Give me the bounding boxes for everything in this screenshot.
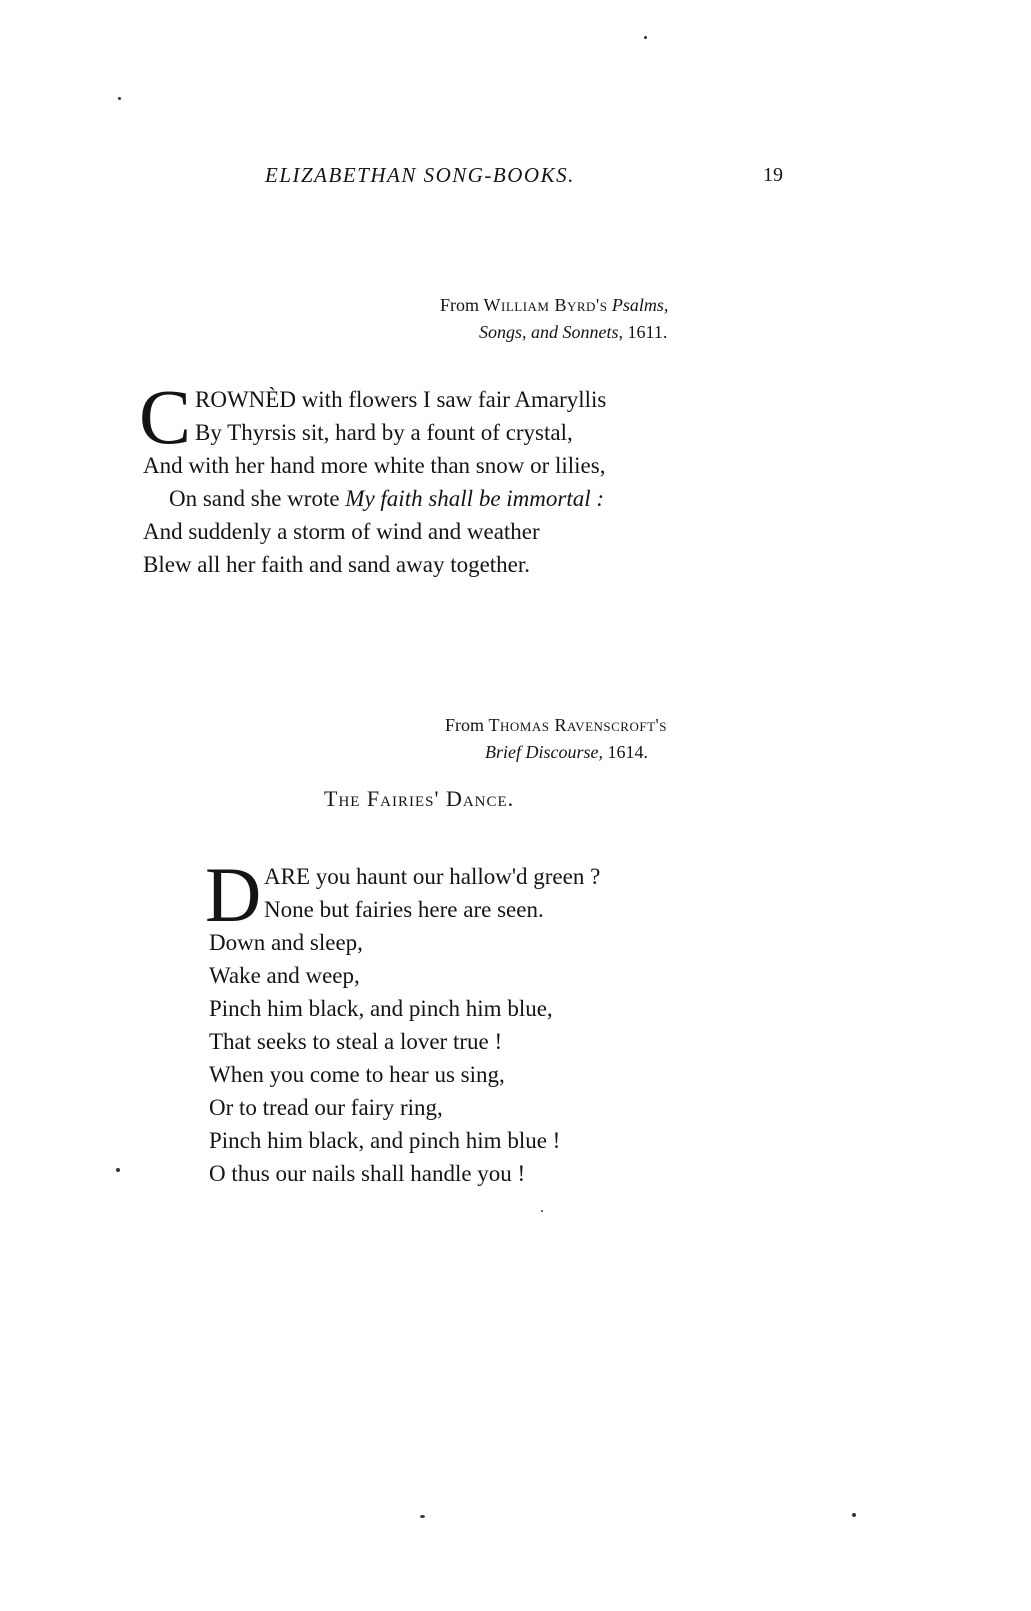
song1-attribution-line2 bbox=[440, 319, 668, 346]
song2-title: The Fairies' Dance. bbox=[324, 786, 515, 811]
song1-year: 1611. bbox=[627, 322, 668, 342]
song1-line: And suddenly a storm of wind and weather bbox=[143, 519, 540, 544]
song2-line: When you come to hear us sing, bbox=[209, 1062, 505, 1087]
page-number: 19 bbox=[763, 164, 783, 186]
song1-line: ROWNÈD with flowers I saw fair Amaryllis bbox=[195, 387, 607, 412]
song2-year: 1614. bbox=[607, 742, 648, 762]
song1-attribution-line1: From William Byrd's Psalms, bbox=[440, 295, 669, 315]
scan-speck bbox=[852, 1513, 856, 1517]
running-title: ELIZABETHAN SONG-BOOKS. bbox=[265, 163, 575, 187]
song2-attribution-line2 bbox=[445, 739, 667, 766]
song1-italic-phrase: My faith shall be immortal : bbox=[345, 486, 605, 511]
scan-speck bbox=[541, 1210, 543, 1212]
song2-attribution bbox=[445, 712, 667, 766]
song1-work-line1: Psalms, bbox=[611, 295, 669, 315]
song1-line: And with her hand more white than snow or lilies, bbox=[143, 453, 606, 478]
song2-drop-cap: D bbox=[205, 851, 262, 938]
song1-work-line2: Songs, and Sonnets, bbox=[479, 322, 623, 342]
scan-speck bbox=[644, 36, 647, 39]
song2-line: None but fairies here are seen. bbox=[264, 897, 544, 922]
song1-attribution bbox=[440, 292, 668, 346]
song2-line: That seeks to steal a lover true ! bbox=[209, 1029, 503, 1054]
song1-line: Blew all her faith and sand away together. bbox=[143, 552, 531, 577]
song2-poem bbox=[209, 860, 600, 1190]
song1-drop-cap: C bbox=[139, 373, 192, 460]
song2-line: Pinch him black, and pinch him blue ! bbox=[209, 1128, 561, 1153]
song1-poem bbox=[143, 383, 606, 581]
song1-line: By Thyrsis sit, hard by a fount of crystal, bbox=[195, 420, 573, 445]
scan-speck bbox=[118, 97, 121, 100]
scan-speck bbox=[420, 1515, 425, 1518]
scan-speck bbox=[116, 1168, 120, 1172]
song1-author: William Byrd's bbox=[483, 295, 608, 315]
song2-work: Brief Discourse, bbox=[485, 742, 603, 762]
song1-line: On sand she wrote My faith shall be immortal : bbox=[169, 486, 605, 511]
song2-line: Down and sleep, bbox=[209, 930, 363, 955]
song2-line: Or to tread our fairy ring, bbox=[209, 1095, 443, 1120]
song2-line: ARE you haunt our hallow'd green ? bbox=[264, 864, 601, 889]
song2-line: O thus our nails shall handle you ! bbox=[209, 1161, 526, 1186]
song2-attribution-line1: From Thomas Ravenscroft's bbox=[445, 715, 668, 735]
song2-author: Thomas Ravenscroft's bbox=[488, 715, 668, 735]
song2-line: Pinch him black, and pinch him blue, bbox=[209, 996, 553, 1021]
song2-line: Wake and weep, bbox=[209, 963, 360, 988]
